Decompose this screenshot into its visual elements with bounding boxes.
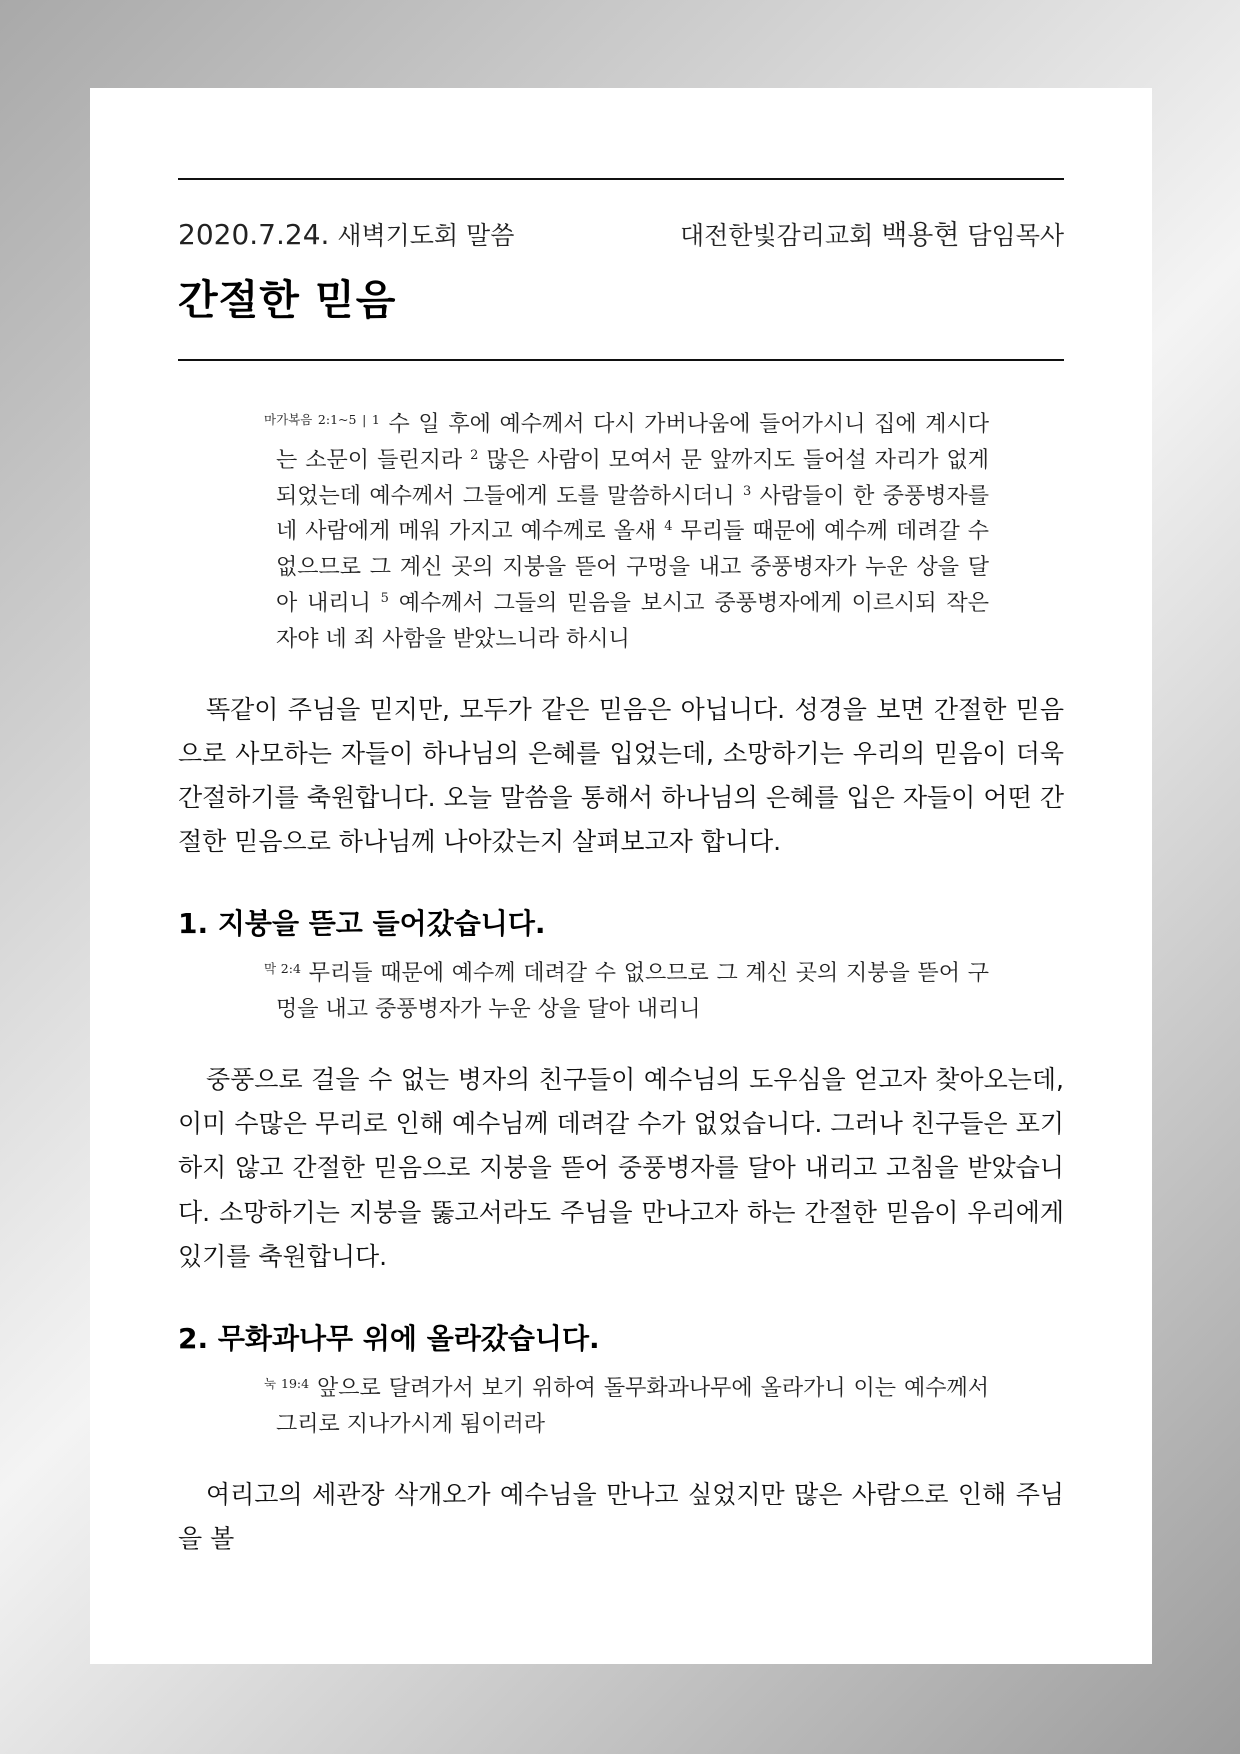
section-1-heading: 1. 지붕을 뜯고 들어갔습니다. — [178, 907, 546, 941]
scripture-reference: 막 2:4 — [264, 961, 301, 977]
service-date: 2020.7.24. — [178, 218, 330, 251]
section-1-scripture — [264, 956, 989, 1028]
church-name: 대전한빛감리교회 — [680, 221, 874, 250]
header-meta — [178, 220, 1064, 251]
service-info — [178, 220, 514, 251]
service-name: 새벽기도회 말씀 — [337, 221, 515, 250]
sermon-title: 간절한 믿음 — [178, 276, 397, 324]
section-1-paragraph: 중풍으로 걸을 수 없는 병자의 친구들이 예수님의 도우심을 얻고자 찾아오는데, 이미 수많은 무리로 인해 예수님께 데려갈 수가 없었습니다. 그러나 친구들은 포기하지 않고 간절한 믿음으로 지붕을 뜯어 중풍병자를 달아 내리고 고침을 받았습니다. 소망하기는 지붕을 뚫고서라도 주님을 만나고자 하는 간절한 믿음이 우리에게 있기를 축원합니다. — [178, 1064, 1064, 1271]
pastor-title: 담임목사 — [967, 221, 1064, 250]
scripture-reference: 눅 19:4 — [264, 1376, 310, 1391]
intro-paragraph: 똑같이 주님을 믿지만, 모두가 같은 믿음은 아닙니다. 성경을 보면 간절한 믿음으로 사모하는 자들이 하나님의 은혜를 입었는데, 소망하기는 우리의 믿음이 더욱 간절하기를 축원합니다. 오늘 말씀을 통해서 하나님의 은혜를 입은 자들이 어떤 간절한 믿음으로 하나님께 나아갔는지 살펴보고자 합니다. — [178, 694, 1064, 857]
title-rule — [178, 359, 1064, 361]
preacher-info — [680, 221, 1064, 251]
verse-text: 예수께서 그들의 믿음을 보시고 중풍병자에게 이르시되 작은 자야 네 죄 사함을 받았느니라 하시니 — [276, 590, 989, 652]
section-2-scripture — [264, 1371, 989, 1443]
verse-text: 많은 사람이 모여서 문 앞까지도 들어설 자리가 없게 되었는데 예수께서 그들에게 도를 말씀하시더니 — [276, 447, 989, 509]
verse-text: 앞으로 달려가서 보기 위하여 돌무화과나무에 올라가니 이는 예수께서 그리로 지나가시게 됨이러라 — [276, 1376, 989, 1437]
verse-text: 수 일 후에 예수께서 다시 가버나움에 들어가시니 집에 계시다는 소문이 들린지라 — [276, 412, 989, 473]
verse-number: 5 — [380, 590, 389, 606]
section-2-paragraph: 여리고의 세관장 삭개오가 예수님을 만나고 싶었지만 많은 사람으로 인해 주님을 볼 — [178, 1479, 1064, 1553]
verse-text: 사람들이 한 중풍병자를 네 사람에게 메워 가지고 예수께로 올새 — [276, 483, 989, 545]
section-2-heading: 2. 무화과나무 위에 올라갔습니다. — [178, 1322, 600, 1355]
main-scripture — [264, 407, 989, 658]
top-rule — [178, 178, 1064, 180]
verse-number: 2 — [470, 447, 479, 463]
scripture-reference: 마가복음 2:1~5 | 1 — [264, 412, 380, 427]
document-content — [178, 178, 1064, 1561]
pastor-name: 백용현 — [881, 220, 960, 251]
document-page — [90, 88, 1152, 1664]
verse-number: 4 — [664, 519, 673, 535]
verse-text: 무리들 때문에 예수께 데려갈 수 없으므로 그 계신 곳의 지붕을 뜯어 구멍을 내고 중풍병자가 누운 상을 달아 내리니 — [276, 519, 989, 616]
verse-number: 3 — [743, 483, 752, 499]
verse-text: 무리들 때문에 예수께 데려갈 수 없으므로 그 계신 곳의 지붕을 뜯어 구멍을 내고 중풍병자가 누운 상을 달아 내리니 — [276, 961, 990, 1023]
